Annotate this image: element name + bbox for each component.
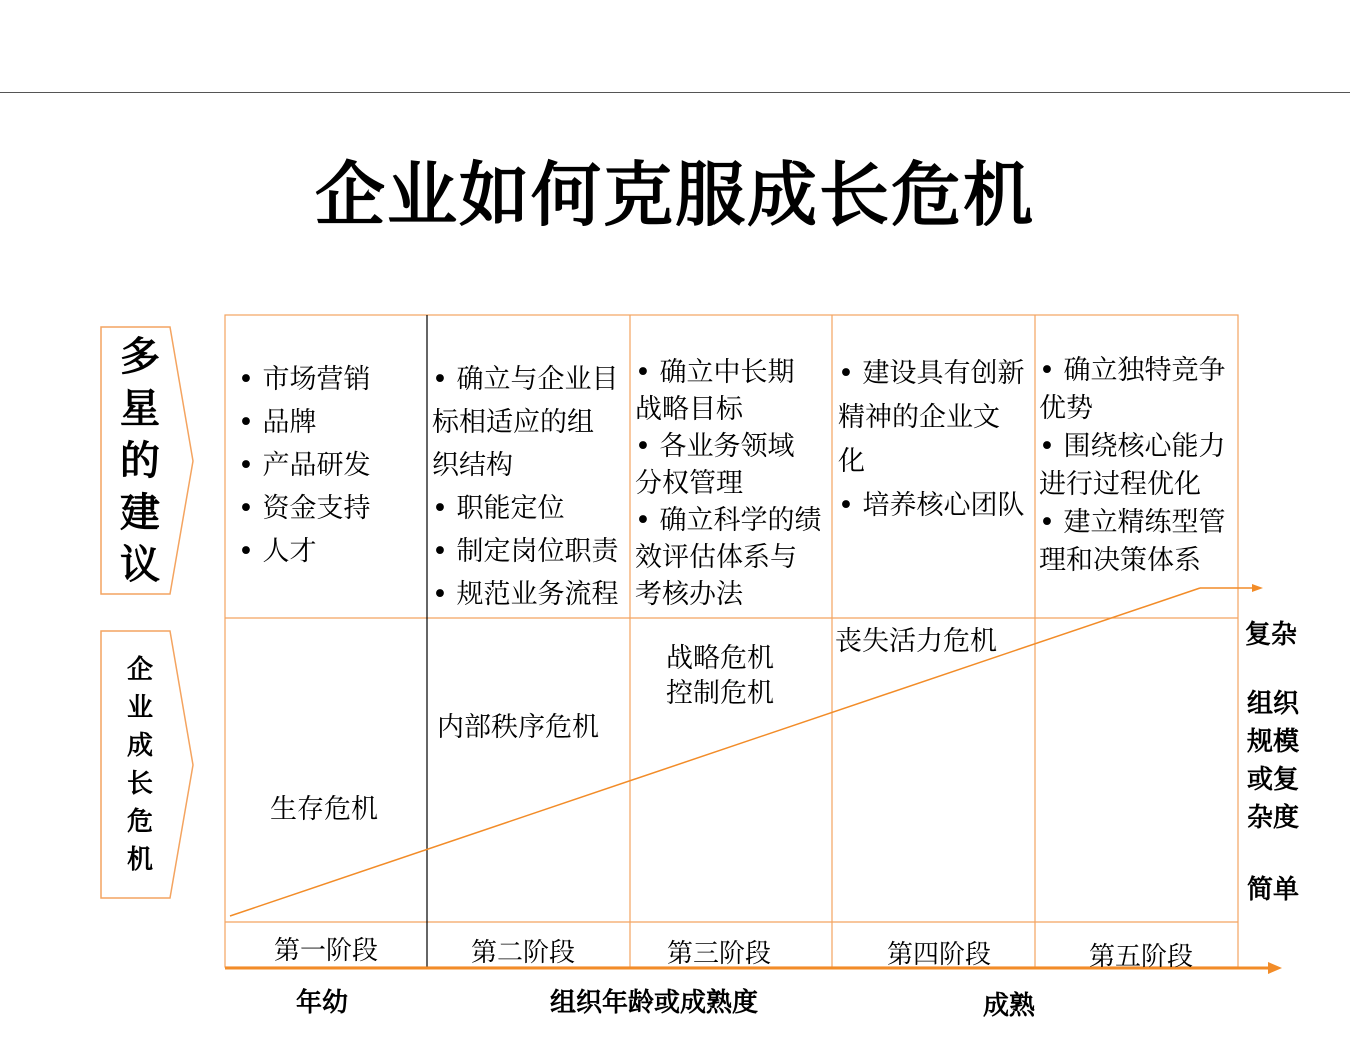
page-title: 企业如何克服成长危机 <box>315 154 1035 236</box>
advice-item: • 品牌 <box>238 407 317 438</box>
stage2-advice <box>432 358 619 616</box>
advice-line: • 规范业务流程 <box>432 579 619 610</box>
growth-line <box>230 588 1200 916</box>
axis-label-maturity: 组织年龄或成熟度 <box>550 988 759 1018</box>
advice-item: • 资金支持 <box>238 493 371 524</box>
advice-line: • 职能定位 <box>432 493 565 524</box>
advice-line: 考核办法 <box>635 579 743 610</box>
advice-line: • 制定岗位职责 <box>432 536 619 567</box>
growth-arrowhead <box>1252 584 1263 592</box>
crisis-char: 长 <box>126 769 153 799</box>
right-label-complex: 复杂 <box>1245 620 1298 650</box>
axis-label-mature: 成熟 <box>983 991 1036 1021</box>
crisis-survival: 生存危机 <box>270 794 378 825</box>
stage-label: 第二阶段 <box>470 938 575 968</box>
crisis-char: 企 <box>126 655 153 685</box>
right-label-line: 或复 <box>1247 765 1300 795</box>
advice-line: 分权管理 <box>635 468 743 499</box>
stage1-advice <box>238 358 371 573</box>
right-label-line: 组织 <box>1247 689 1300 719</box>
axis-label-young: 年幼 <box>296 988 349 1018</box>
advice-line: 标相适应的组 <box>432 407 594 438</box>
age-axis-arrowhead <box>1268 962 1282 974</box>
advice-line: 战略目标 <box>635 394 743 425</box>
advice-line: 织结构 <box>432 450 513 481</box>
advice-line: • 确立与企业目 <box>432 364 619 395</box>
advice-char: 议 <box>120 542 160 588</box>
stage-label: 第三阶段 <box>666 939 771 969</box>
stage3-advice <box>635 354 822 613</box>
right-label-simple: 简单 <box>1247 875 1300 905</box>
crisis-char: 成 <box>126 731 153 761</box>
advice-line: 效评估体系与 <box>635 542 797 573</box>
advice-item: • 产品研发 <box>238 450 371 481</box>
advice-line: • 培养核心团队 <box>838 490 1025 521</box>
advice-line: • 确立中长期 <box>635 357 795 388</box>
crisis-char: 机 <box>126 845 153 875</box>
stage-label: 第一阶段 <box>273 936 378 966</box>
advice-line: 化 <box>838 446 865 477</box>
crisis-internal-order: 内部秩序危机 <box>437 712 599 743</box>
advice-line: 优势 <box>1039 393 1093 424</box>
advice-line: • 确立独特竞争 <box>1039 355 1226 386</box>
advice-char: 的 <box>120 438 160 484</box>
advice-item: • 市场营销 <box>238 364 371 395</box>
advice-line: • 确立科学的绩 <box>635 505 822 536</box>
advice-line: • 建立精练型管 <box>1039 507 1226 538</box>
advice-char: 建 <box>120 490 160 536</box>
crisis-strategy: 战略危机 <box>666 643 774 674</box>
right-label-scale <box>1247 685 1299 837</box>
advice-item: • 人才 <box>238 536 317 567</box>
advice-line: • 各业务领域 <box>635 431 795 462</box>
advice-line: 精神的企业文 <box>838 402 1000 433</box>
crisis-char: 危 <box>126 807 153 837</box>
advice-char: 多 <box>120 334 160 380</box>
right-label-line: 杂度 <box>1247 803 1300 833</box>
stage-label: 第五阶段 <box>1088 942 1193 972</box>
crisis-vitality-loss: 丧失活力危机 <box>835 626 997 657</box>
crisis-control: 控制危机 <box>666 678 774 709</box>
advice-line: • 建设具有创新 <box>838 358 1025 389</box>
stage4-advice <box>838 352 1025 528</box>
advice-line: • 围绕核心能力 <box>1039 431 1226 462</box>
advice-line: 理和决策体系 <box>1039 545 1201 576</box>
advice-char: 星 <box>120 386 160 432</box>
advice-line: 进行过程优化 <box>1039 469 1201 500</box>
stage-label: 第四阶段 <box>886 940 991 970</box>
right-label-line: 规模 <box>1247 727 1300 757</box>
crisis-char: 业 <box>126 693 153 723</box>
stage5-advice <box>1039 352 1226 580</box>
